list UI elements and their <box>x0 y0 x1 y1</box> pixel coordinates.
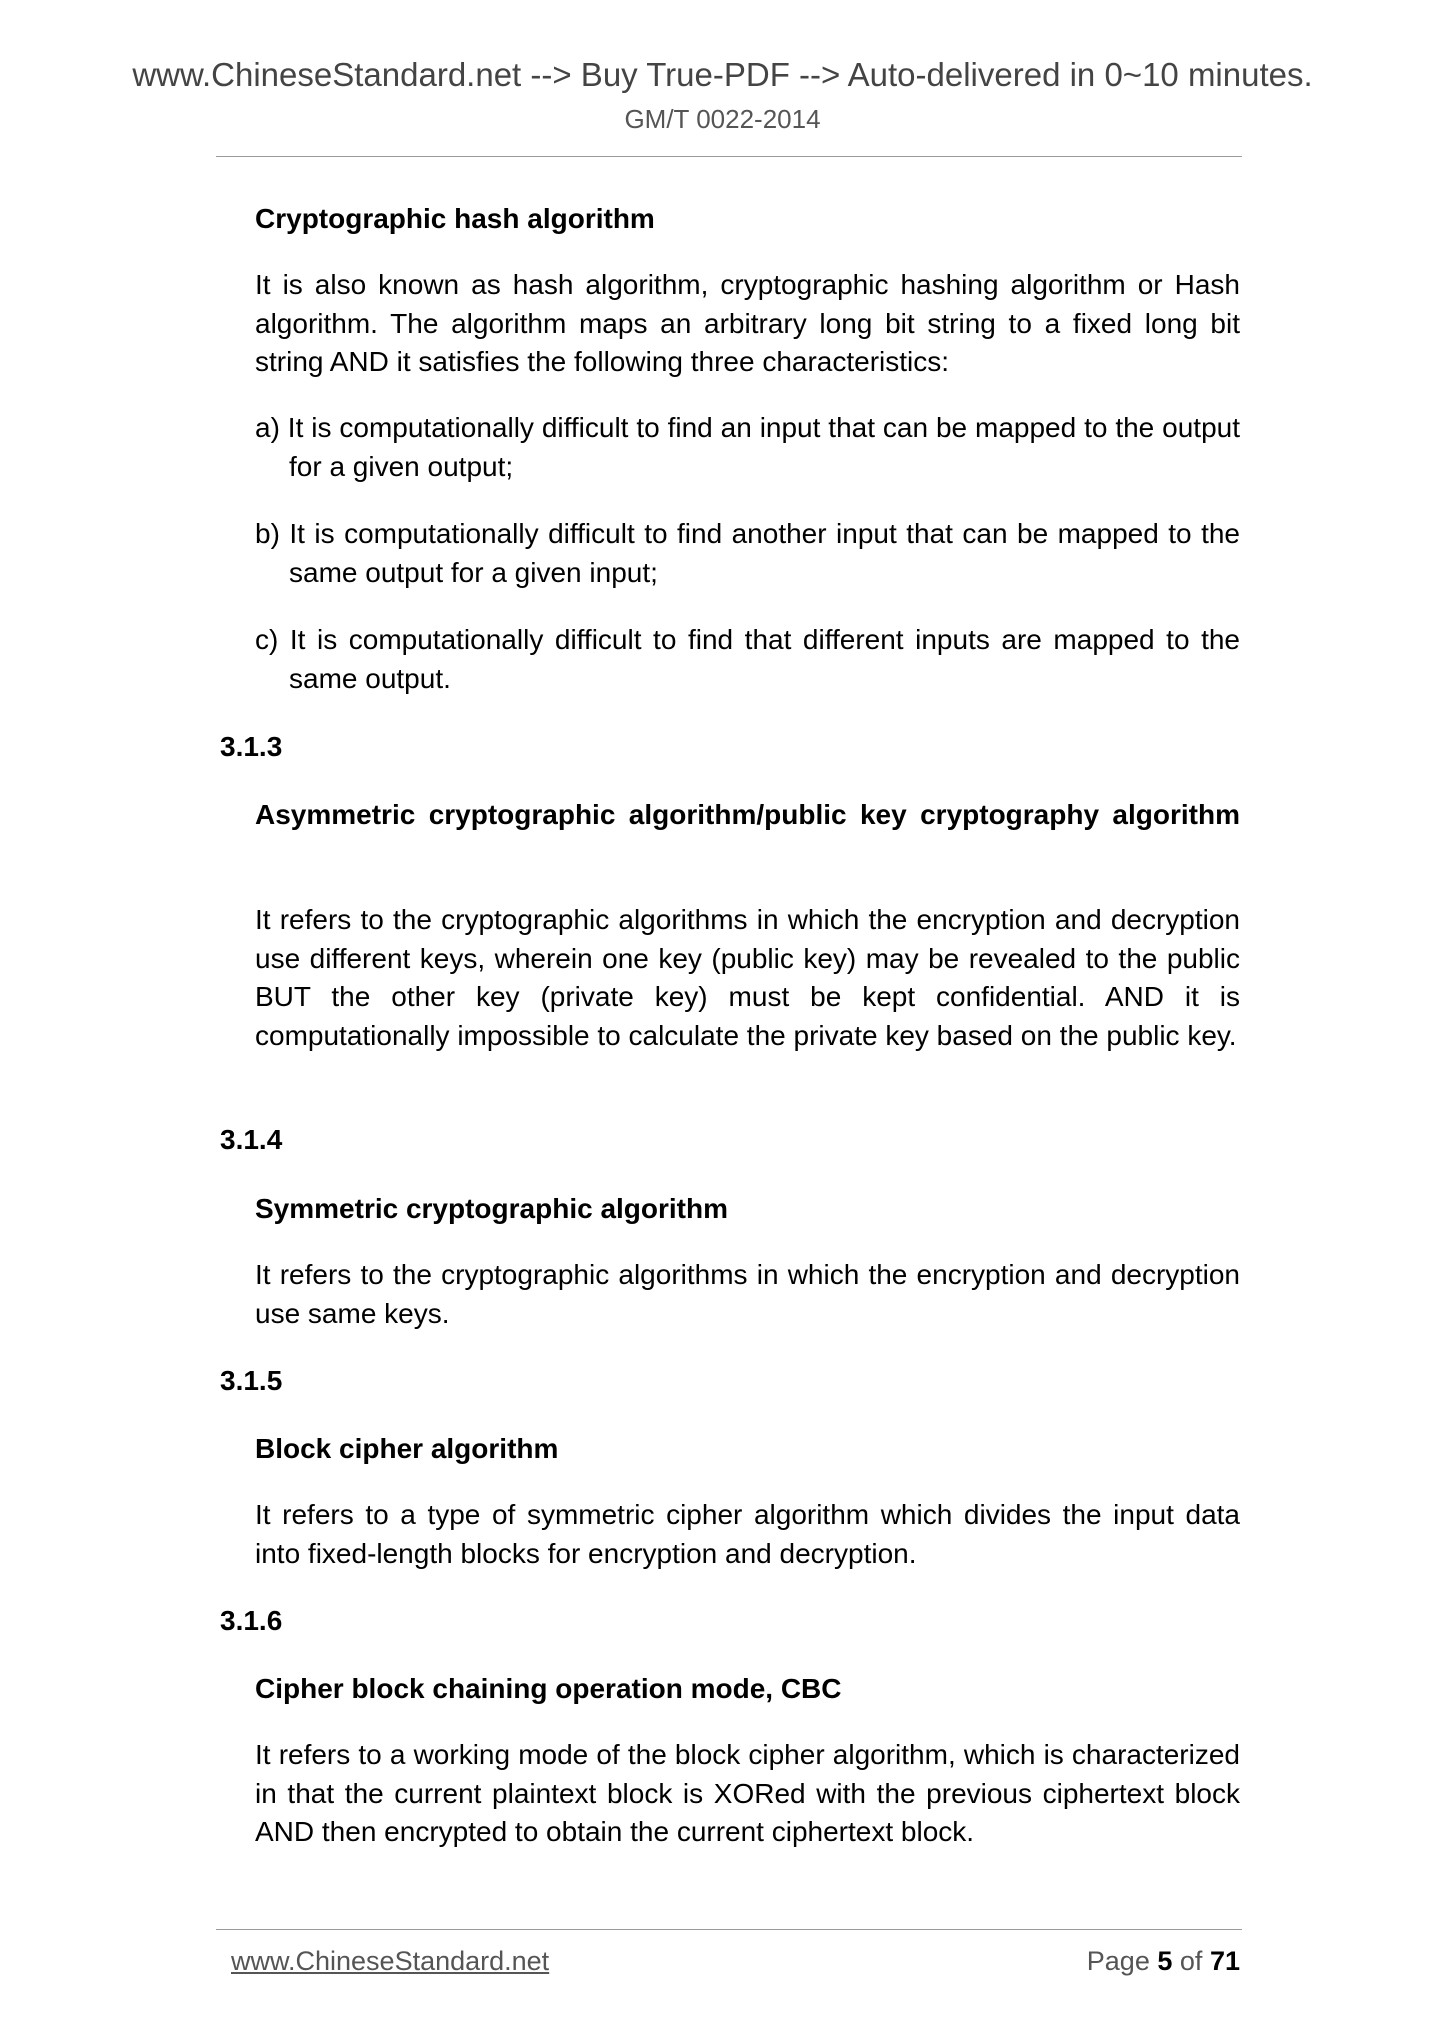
definition-hash-algorithm: It is also known as hash algorithm, cryptographic hashing algorithm or Hash algorithm. The algorithm maps an arbitrary long bit string to a fixed long bit string AND it satisfies the following three characteristics: <box>255 269 1240 377</box>
term-block-cipher: Block cipher algorithm <box>255 1433 559 1464</box>
document-id: GM/T 0022-2014 <box>624 104 821 134</box>
term-symmetric-algorithm: Symmetric cryptographic algorithm <box>255 1193 729 1224</box>
clause-number: 3.1.4 <box>220 1124 283 1155</box>
term-asymmetric-algorithm: Asymmetric cryptographic algorithm/public key cryptography algorithm <box>255 799 1240 830</box>
definition-asymmetric-algorithm: It refers to the cryptographic algorithms in which the encryption and decryption use different keys, wherein one key (public key) may be revealed to the public BUT the other key (private key) must be kept confidential. AND it is computationally impossible to calculate the private key based on the public key. <box>255 904 1240 1051</box>
header-divider <box>216 156 1242 157</box>
list-item: b) It is computationally difficult to find another input that can be mapped to the same output for a given input; <box>255 518 1240 588</box>
definition-cbc-mode: It refers to a working mode of the block cipher algorithm, which is characterized in that the current plaintext block is XORed with the previous ciphertext block AND then encrypted to obtain the current ciphertext block. <box>255 1739 1240 1847</box>
footer-divider <box>216 1929 1242 1930</box>
page-indicator <box>1087 1946 1240 1977</box>
header-banner: www.ChineseStandard.net --> Buy True-PDF --> Auto-delivered in 0~10 minutes. <box>132 56 1313 93</box>
page-of: of <box>1179 1946 1203 1976</box>
page-total: 71 <box>1209 1946 1240 1976</box>
definition-block-cipher: It refers to a type of symmetric cipher algorithm which divides the input data into fixed-length blocks for encryption and decryption. <box>255 1499 1240 1569</box>
clause-number: 3.1.6 <box>220 1605 283 1636</box>
list-item: c) It is computationally difficult to find that different inputs are mapped to the same output. <box>255 624 1240 694</box>
page-prefix: Page <box>1086 1946 1150 1976</box>
clause-number: 3.1.3 <box>220 731 283 762</box>
footer-website-link[interactable]: www.ChineseStandard.net <box>231 1946 550 1976</box>
clause-number: 3.1.5 <box>220 1365 283 1396</box>
term-hash-algorithm: Cryptographic hash algorithm <box>255 203 655 234</box>
definition-symmetric-algorithm: It refers to the cryptographic algorithms in which the encryption and decryption use same keys. <box>255 1259 1240 1329</box>
page-current: 5 <box>1157 1946 1173 1976</box>
term-cbc-mode: Cipher block chaining operation mode, CBC <box>255 1673 842 1704</box>
list-item: a) It is computationally difficult to find an input that can be mapped to the output for a given output; <box>255 412 1240 482</box>
